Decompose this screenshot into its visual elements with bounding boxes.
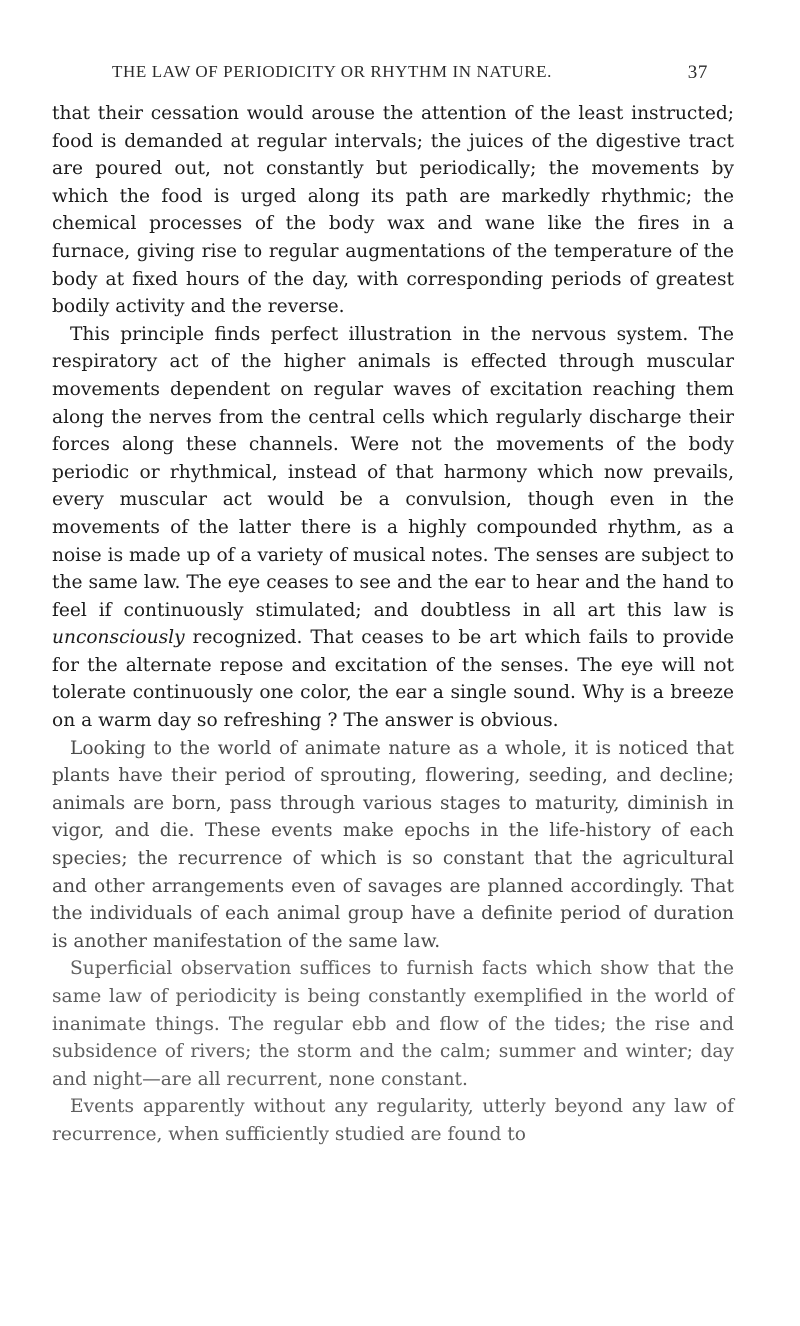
running-title: THE LAW OF PERIODICITY OR RHYTHM IN NATURE. <box>112 62 552 81</box>
paragraph-1: that their cessation would arouse the attention of the least instructed; food is demanded at regular intervals; the juices of the digestive tract are poured out, not constantly but periodically; the movements by which the food is urged along its path are markedly rhythmic; the chemical processes of the body wax and wane like the fires in a furnace, giving rise to regular augmentations of the temperature of the body at fixed hours of the day, with corresponding periods of greatest bodily activity and the reverse. <box>52 103 734 318</box>
paragraph-4: Superficial observation suffices to furnish facts which show that the same law of periodicity is being constantly exemplified in the world of inanimate things. The regular ebb and flow of the tides; the rise and subsidence of rivers; the storm and the calm; summer and winter; day and night—are all recurrent, none constant. <box>52 958 734 1090</box>
paragraph-2-part-1: This principle finds perfect illustration in the nervous system. The respiratory act of the higher animals is effected through muscular movements dependent on regular waves of excitation reaching them along the nerves from the central cells which regularly discharge their forces along these channels. Were not the movements of the body periodic or rhythmical, instead of that harmony which now prevails, every muscular act would be a convulsion, though even in the movements of the latter there is a highly compounded rhythm, as a noise is made up of a variety of musical notes. The senses are subject to the same law. The eye ceases to see and the ear to hear and the hand to feel if continuously stimulated; and doubtless in all art this law is <box>52 323 734 621</box>
body-text <box>52 100 734 1149</box>
page-number: 37 <box>687 62 708 83</box>
paragraph-5: Events apparently without any regularity, utterly beyond any law of recurrence, when sufficiently studied are found to <box>52 1096 734 1145</box>
italic-word: unconsciously <box>52 627 185 649</box>
paragraph-2-part-2: recognized. That ceases to be art which fails to provide for the alternate repose and excitation of the senses. The eye will not tolerate continuously one color, the ear a single sound. Why is a breeze on a warm day so refreshing ? The answer is obvious. <box>52 627 734 732</box>
running-header <box>112 62 708 86</box>
paragraph-2 <box>52 321 734 735</box>
paragraph-3: Looking to the world of animate nature as a whole, it is noticed that plants have their period of sprouting, flowering, seeding, and decline; animals are born, pass through various stages to maturity, diminish in vigor, and die. These events make epochs in the life-history of each species; the recurrence of which is so constant that the agricultural and other arrangements even of savages are planned accordingly. That the individuals of each animal group have a definite period of duration is another manifestation of the same law. <box>52 737 734 952</box>
